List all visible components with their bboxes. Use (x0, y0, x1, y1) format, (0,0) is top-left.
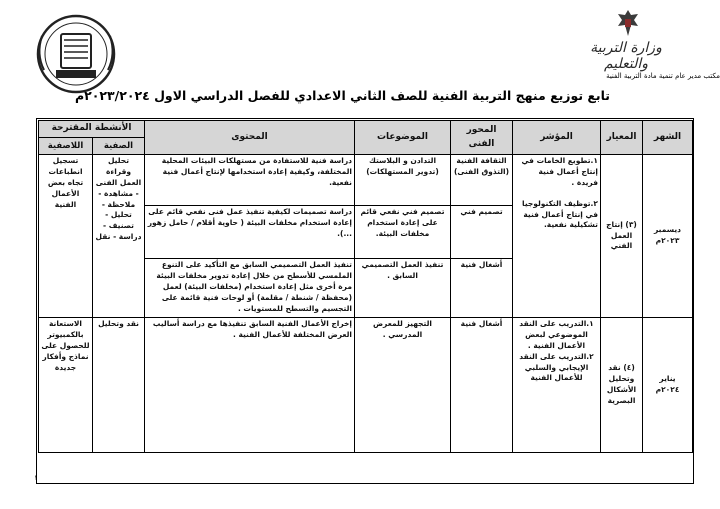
extra-activities-cell: الاستعانة بالكمبيوتر للحصول على نماذج وأفكار جديدة (39, 318, 93, 453)
content-cell: دراسة تصميمات لكيفية تنفيذ عمل فنى نفعي قائم على إعادة استخدام مخلفات البيئة ( حاوية أقلام / حامل زهور ...). (145, 206, 355, 259)
eagle-emblem-icon (614, 8, 642, 38)
topics-cell: تنفيذ العمل التصميمي السابق . (355, 259, 451, 318)
content-cell: إخراج الأعمال الفنية السابق تنفيذها مع دراسة أساليب العرض المختلفة للأعمال الفنية . (145, 318, 355, 453)
indicator-cell (513, 155, 601, 318)
table-row (39, 155, 693, 206)
header-topics: الموضوعات (355, 121, 451, 155)
header-indicator: المؤشر (513, 121, 601, 155)
ministry-logo (572, 8, 682, 80)
axis-cell: أشغال فنية (451, 259, 513, 318)
class-activities-cell: تحليل وقراءة العمل الفنى - مشاهدة - ملاحظة - تحليل - تصنيف - دراسة - نقل (93, 155, 145, 318)
content-cell: دراسة فنية للاستفادة من مستهلكات البيئات المحلية المختلفة، وكيفية إعادة استخدامها لإنتاج أعمال فنية نفعية. (145, 155, 355, 206)
month-name: ديسمبر (653, 225, 682, 235)
header-content: المحتوى (145, 121, 355, 155)
indicator-item: ١.تطويع الخامات في إنتاج أعمال فنية فريدة . (521, 156, 598, 187)
month-cell (643, 318, 693, 453)
header-row (39, 121, 693, 138)
header-extra-activities: اللاصفية (39, 138, 93, 155)
month-name: يناير (659, 374, 676, 384)
month-year: ٢٠٢٣م (655, 236, 680, 245)
header-activities: الأنشطة المقترحة (39, 121, 145, 138)
office-line: مكتب مدير عام تنمية مادة التربية الفنية (606, 72, 720, 80)
topics-cell: تصميم فني نفعي قائم على إعادة استخدام مخلفات البيئة. (355, 206, 451, 259)
table-row (39, 318, 693, 453)
ministry-name: وزارة التربية والتعليم (590, 40, 662, 72)
extra-activities-cell: تسجيل انطباعات تجاه بعض الأعمال الفنية (39, 155, 93, 318)
header-standard: المعيار (601, 121, 643, 155)
class-activities-cell: نقد وتحليل (93, 318, 145, 453)
axis-cell: الثقافة الفنية (التذوق الفنى) (451, 155, 513, 206)
indicator-item: ٢.توظيف التكنولوجيا في إنتاج أعمال فنية تشكيلية نفعية. (522, 198, 598, 230)
standard-cell: (٣) إنتاج العمل الفني (601, 155, 643, 318)
month-cell (643, 155, 693, 318)
standard-cell: (٤) نقد وتحليل الأشكال البصرية (601, 318, 643, 453)
seal-logo-icon (24, 14, 124, 96)
content-cell: تنفيذ العمل التصميمي السابق مع التأكيد على التنوع الملمسي للأسطح من خلال إعادة تدوير مخلفات البيئة مرة أخرى مثل إعادة استخدام (مخلفات البيئة) لعمل (محفظة / شنطة / مقلمة) أو لوحات فنية قائمة على التجسيم والتسطح للمستويات . (145, 259, 355, 318)
indicator-cell: ١.التدريب على النقد الموضوعي لبعض الأعمال الفنية . ٢.التدريب على النقد الإيجابي والسلبي للأعمال الفنية (513, 318, 601, 453)
axis-cell: أشغال فنية (451, 318, 513, 453)
axis-cell: تصميم فني (451, 206, 513, 259)
month-year: ٢٠٢٤م (655, 385, 680, 394)
page-title: تابع توزيع منهج التربية الفنية للصف الثاني الاعدادي للفصل الدراسي الاول ٢٠٢٣/٢٠٢٤م (74, 88, 610, 103)
topics-cell: التدادن و البلاستك (تدوير المستهلكات) (355, 155, 451, 206)
header-month: الشهر (643, 121, 693, 155)
header-axis: المحور الفنى (451, 121, 513, 155)
header-class-activities: الصفية (93, 138, 145, 155)
topics-cell: التجهيز للمعرض المدرسي . (355, 318, 451, 453)
curriculum-table (38, 120, 693, 453)
page-number: ١ (34, 474, 38, 482)
